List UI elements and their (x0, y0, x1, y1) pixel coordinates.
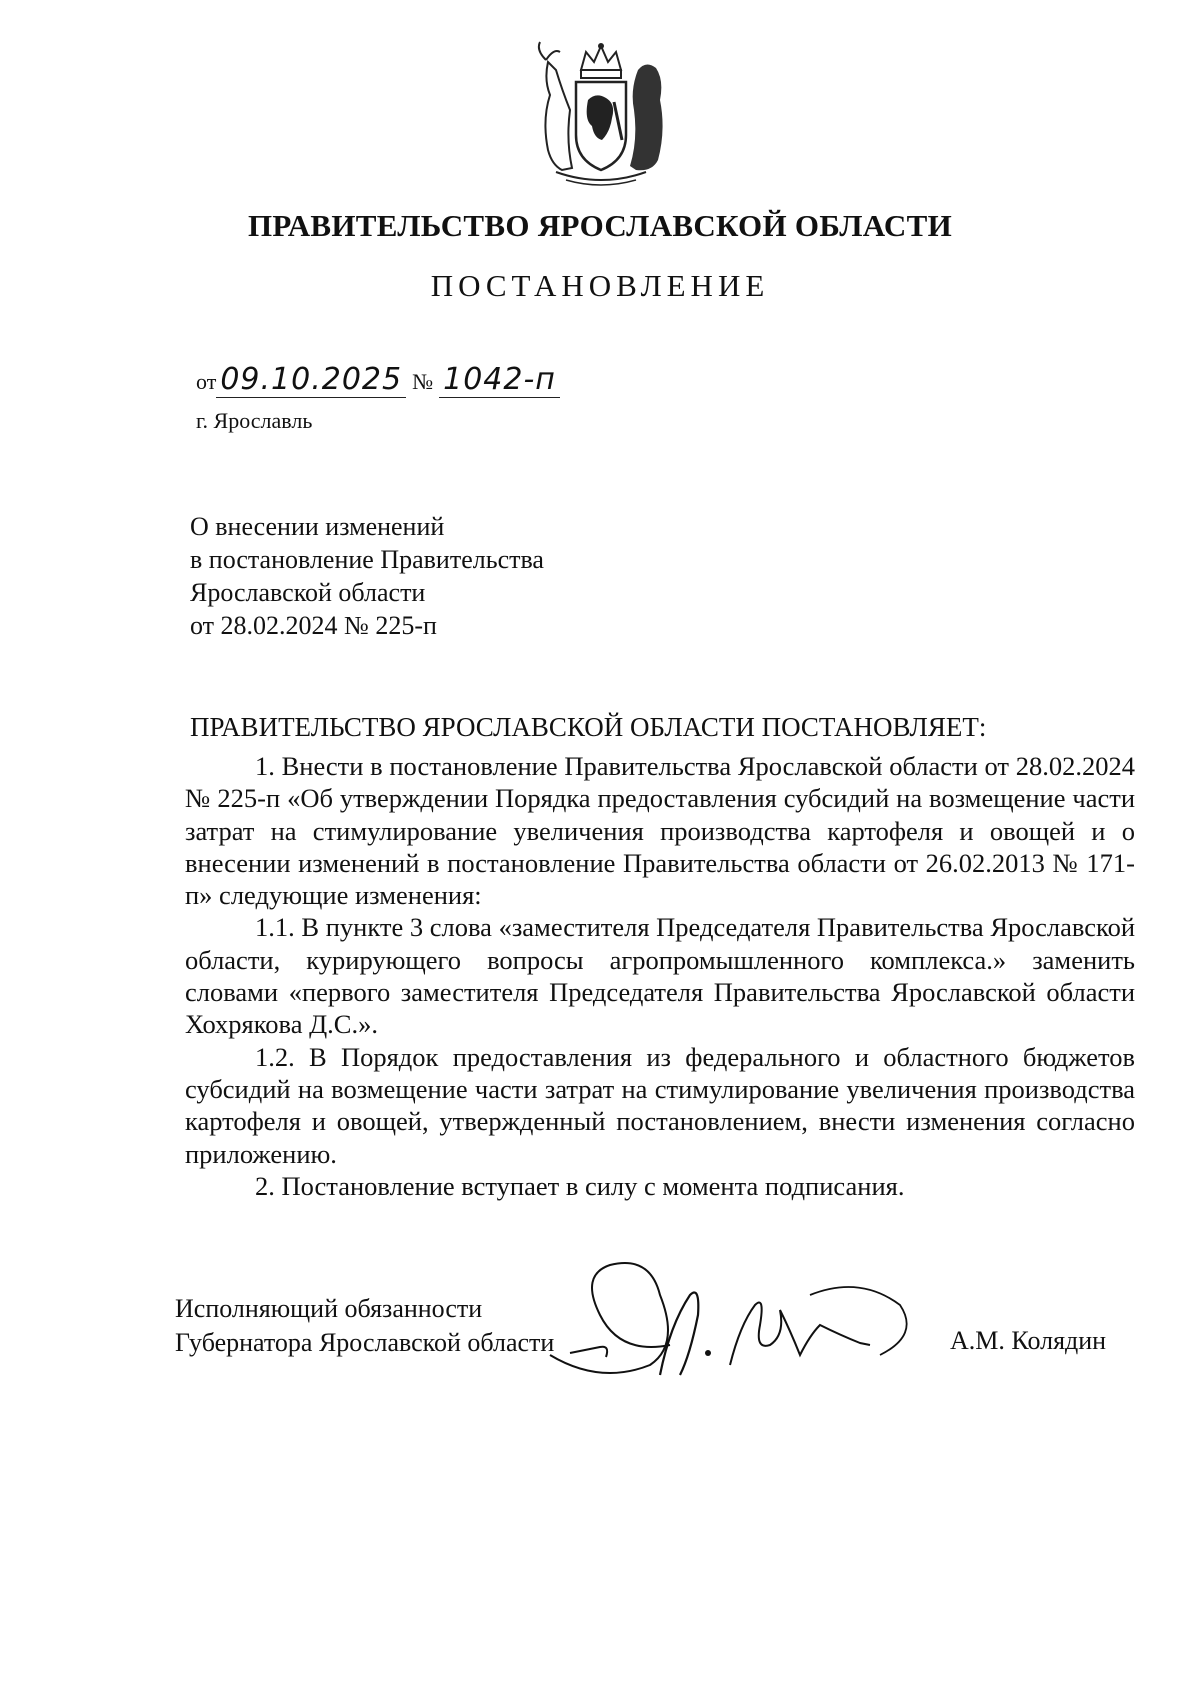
date-prefix: от (196, 369, 217, 394)
paragraph-1-1: 1.1. В пункте 3 слова «заместителя Председателя Правительства Ярославской области, курирующего вопросы агропромышленного комплекса.» заменить словами «первого заместителя Председателя Правительства Ярославской области Хохрякова Д.С.». (185, 912, 1135, 1040)
handwritten-signature (540, 1235, 960, 1395)
signatory-name: А.М. Колядин (950, 1326, 1107, 1355)
decree-body (185, 750, 1135, 1202)
government-title: ПРАВИТЕЛЬСТВО ЯРОСЛАВСКОЙ ОБЛАСТИ (248, 208, 952, 243)
subject-line: от 28.02.2024 № 225-п (190, 611, 437, 640)
document-type: ПОСТАНОВЛЕНИЕ (430, 268, 770, 303)
document-number: 1042-п (439, 362, 560, 398)
position-line: Губернатора Ярославской области (175, 1328, 555, 1357)
date-number-line (196, 362, 560, 397)
subject-line: Ярославской области (190, 578, 426, 607)
paragraph-2: 2. Постановление вступает в силу с момента подписания. (255, 1170, 905, 1201)
number-prefix: № (412, 369, 434, 394)
paragraph-1: 1. Внести в постановление Правительства Ярославской области от 28.02.2024 № 225-п «Об утверждении Порядка предоставления субсидий на возмещение части затрат на стимулирование увеличения производства картофеля и овощей и о внесении изменений в постановление Правительства области от 26.02.2013 № 171-п» следующие изменения: (185, 751, 1135, 911)
decree-heading: ПРАВИТЕЛЬСТВО ЯРОСЛАВСКОЙ ОБЛАСТИ ПОСТАНОВЛЯЕТ: (190, 712, 987, 742)
coat-of-arms-icon (526, 40, 676, 190)
document-subject (190, 510, 544, 642)
signatory-position (175, 1292, 554, 1360)
subject-line: О внесении изменений (190, 512, 445, 541)
document-date: 09.10.2025 (216, 362, 406, 398)
position-line: Исполняющий обязанности (175, 1294, 483, 1323)
paragraph-1-2: 1.2. В Порядок предоставления из федерального и областного бюджетов субсидий на возмещение части затрат на стимулирование увеличения производства картофеля и овощей, утвержденный постановлением, внести изменения согласно приложению. (185, 1041, 1135, 1169)
subject-line: в постановление Правительства (190, 545, 544, 574)
city: г. Ярославль (196, 408, 313, 433)
